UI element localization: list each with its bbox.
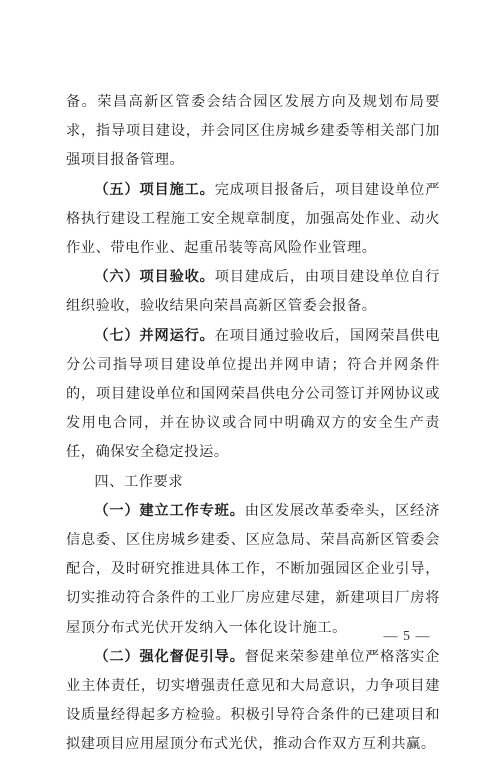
- paragraph-supervision: [66, 643, 440, 760]
- document-body: [66, 88, 440, 760]
- paragraph-text: 备。荣昌高新区管委会结合园区发展方向及规划布局要求，指导项目建设，并会同区住房城乡建委等相关部门加强项目报备管理。: [66, 94, 440, 169]
- paragraph-text: 由区发展改革委牵头，区经济信息委、区住房城乡建委、区应急局、荣昌高新区管委会配合，及时研究推进具体工作，不断加强园区企业引导，切实推动符合条件的工业厂房应建尽建，新建项目厂房将屋顶分布式光伏开发纳入一体化设计施工。: [66, 502, 440, 636]
- section-heading: 四、工作要求: [94, 473, 184, 490]
- paragraph-working-group: [66, 497, 440, 643]
- subheading-construction: （五）项目施工。: [94, 181, 215, 198]
- paragraph-construction: [66, 176, 440, 264]
- paragraph-grid-connection: [66, 322, 440, 468]
- subheading-working-group: （一）建立工作专班。: [94, 502, 245, 519]
- paragraph-acceptance: [66, 263, 440, 321]
- subheading-acceptance: （六）项目验收。: [94, 269, 215, 286]
- paragraph-continuation: [66, 88, 440, 176]
- paragraph-text: 在项目通过验收后，国网荣昌供电分公司指导项目建设单位提出并网申请；符合并网条件的，项目建设单位和国网荣昌供电分公司签订并网协议或发用电合同，并在协议或合同中明确双方的安全生产责任，确保安全稳定投运。: [66, 327, 440, 461]
- paragraph-text: 项目建成后，由项目建设单位自行组织验收，验收结果向荣昌高新区管委会报备。: [66, 269, 440, 315]
- paragraph-text: 督促来荣参建单位严格落实企业主体责任，切实增强责任意见和大局意识，力争项目建设质量经得起多方检验。积极引导符合条件的已建项目和拟建项目应用屋顶分布式光伏，推动合作双方互利共赢。: [66, 648, 440, 753]
- subheading-grid-connection: （七）并网运行。: [94, 327, 215, 344]
- page-number: — 5 —: [383, 629, 431, 644]
- subheading-supervision: （二）强化督促引导。: [94, 648, 245, 665]
- paragraph-text: 完成项目报备后，项目建设单位严格执行建设工程施工安全规章制度，加强高处作业、动火作业、带电作业、起重吊装等高风险作业管理。: [66, 181, 440, 257]
